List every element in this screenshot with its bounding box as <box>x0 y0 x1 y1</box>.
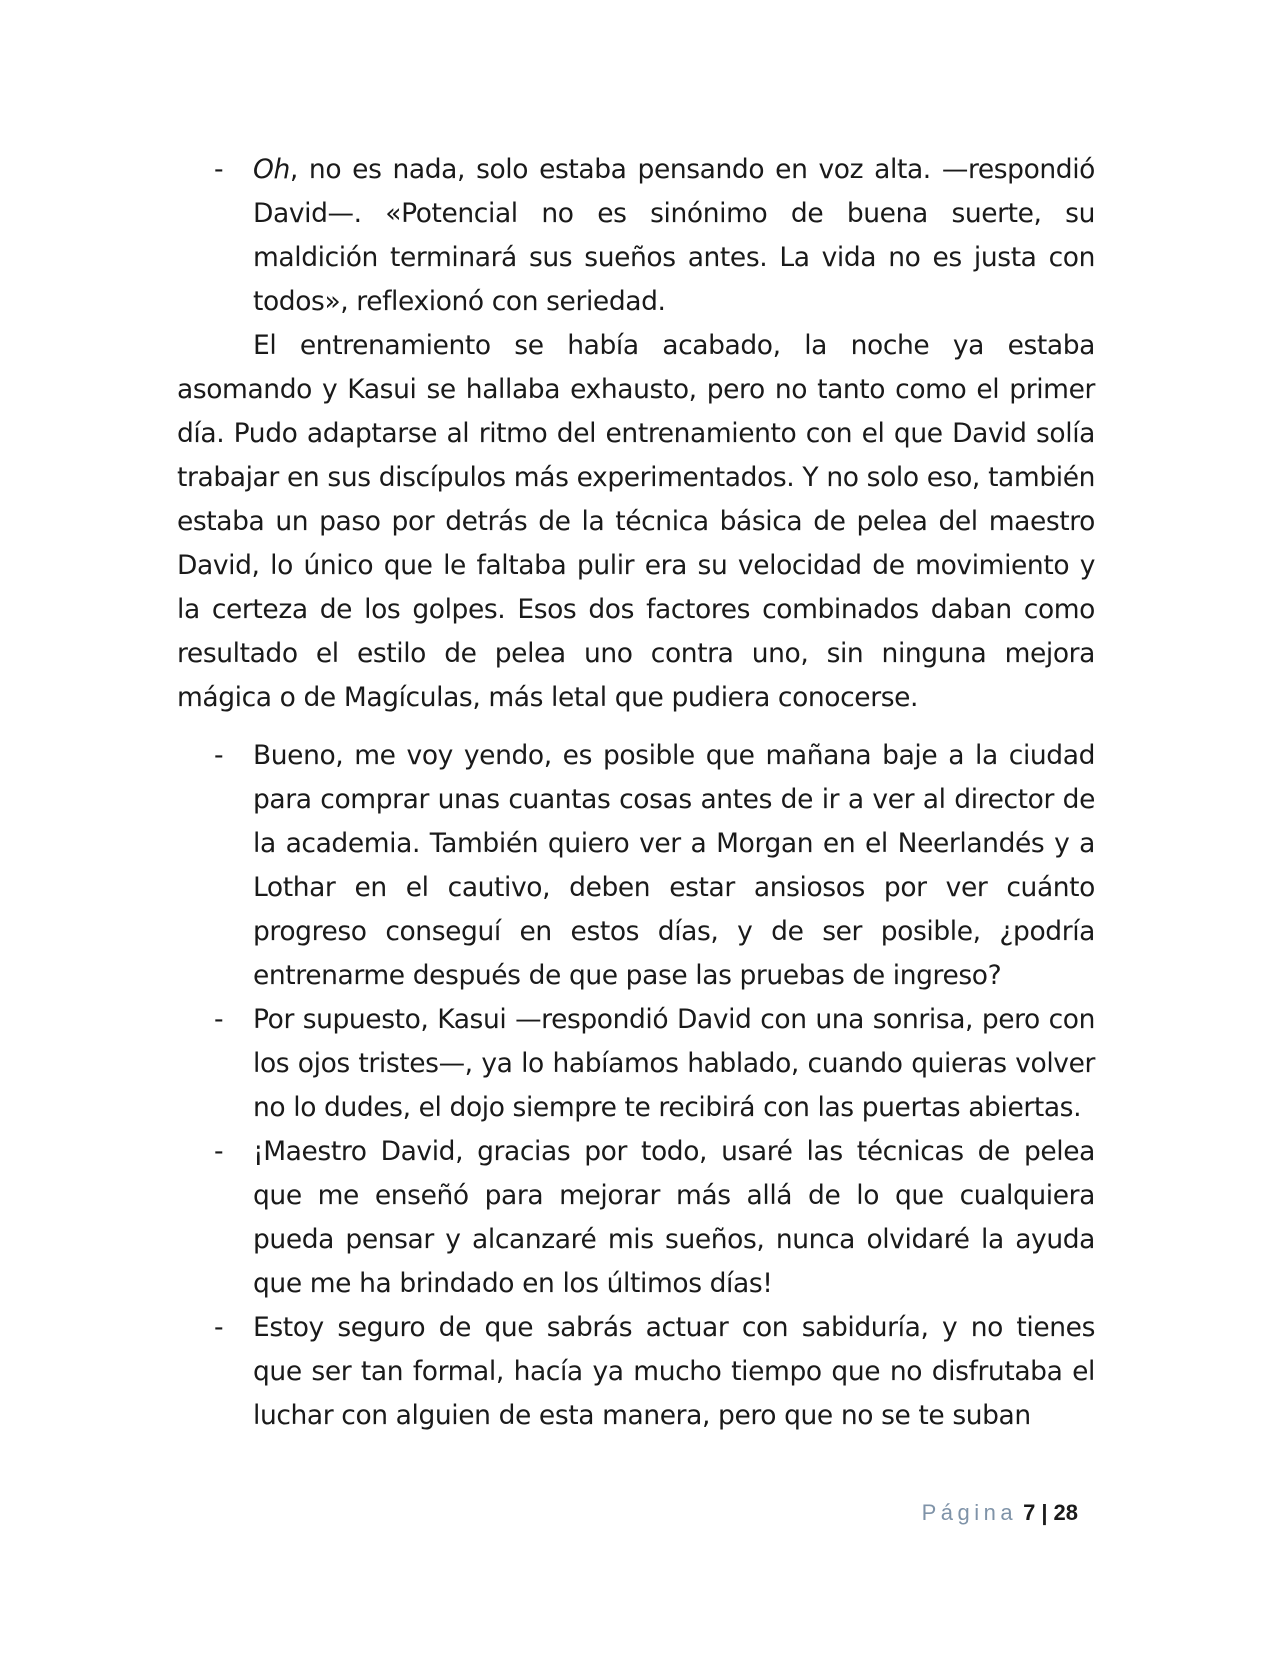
total-pages: 28 <box>1053 1500 1078 1525</box>
dialogue-text: Estoy seguro de que sabrás actuar con sabiduría, y no tienes que ser tan formal, hacía ya mucho tiempo que no disfrutaba el luchar con alguien de esta manera, pero que no se te suban <box>253 1312 1095 1431</box>
dialogue-dash: - <box>214 154 224 185</box>
dialogue-line <box>177 148 1095 324</box>
dialogue-text: Bueno, me voy yendo, es posible que mañana baje a la ciudad para comprar unas cuantas cosas antes de ir a ver al director de la academia. También quiero ver a Morgan en el Neerlandés y a Lothar en el cautivo, deben estar ansiosos por ver cuánto progreso conseguí en estos días, y de ser posible, ¿podría entrenarme después de que pase las pruebas de ingreso? <box>253 740 1095 991</box>
dialogue-dash: - <box>214 740 224 771</box>
dialogue-dash: - <box>214 1136 224 1167</box>
italic-interjection: Oh <box>253 154 290 185</box>
dialogue-line <box>177 734 1095 998</box>
dialogue-dash: - <box>214 1312 224 1343</box>
dialogue-line <box>177 998 1095 1130</box>
page-separator: | <box>1041 1500 1048 1525</box>
page-number: 7 <box>1023 1500 1036 1525</box>
paragraph-spacer <box>177 720 1095 734</box>
dialogue-dash: - <box>214 1004 224 1035</box>
dialogue-text: ¡Maestro David, gracias por todo, usaré las técnicas de pelea que me enseñó para mejorar más allá de lo que cualquiera pueda pensar y alcanzaré mis sueños, nunca olvidaré la ayuda que me ha brindado en los últimos días! <box>253 1136 1095 1299</box>
dialogue-line <box>177 1306 1095 1438</box>
page-label: Página <box>921 1500 1018 1525</box>
dialogue-line <box>177 1130 1095 1306</box>
dialogue-text: Por supuesto, Kasui —respondió David con una sonrisa, pero con los ojos tristes—, ya lo habíamos hablado, cuando quieras volver no lo dudes, el dojo siempre te recibirá con las puertas abiertas. <box>253 1004 1095 1123</box>
page-body <box>177 148 1095 1438</box>
dialogue-text: , no es nada, solo estaba pensando en voz alta. —respondió David—. «Potencial no es sinónimo de buena suerte, su maldición terminará sus sueños antes. La vida no es justa con todos», reflexionó con seriedad. <box>253 154 1095 317</box>
page-footer <box>0 1498 1078 1528</box>
narrative-paragraph: El entrenamiento se había acabado, la noche ya estaba asomando y Kasui se hallaba exhausto, pero no tanto como el primer día. Pudo adaptarse al ritmo del entrenamiento con el que David solía trabajar en sus discípulos más experimentados. Y no solo eso, también estaba un paso por detrás de la técnica básica de pelea del maestro David, lo único que le faltaba pulir era su velocidad de movimiento y la certeza de los golpes. Esos dos factores combinados daban como resultado el estilo de pelea uno contra uno, sin ninguna mejora mágica o de Magículas, más letal que pudiera conocerse. <box>177 330 1095 713</box>
